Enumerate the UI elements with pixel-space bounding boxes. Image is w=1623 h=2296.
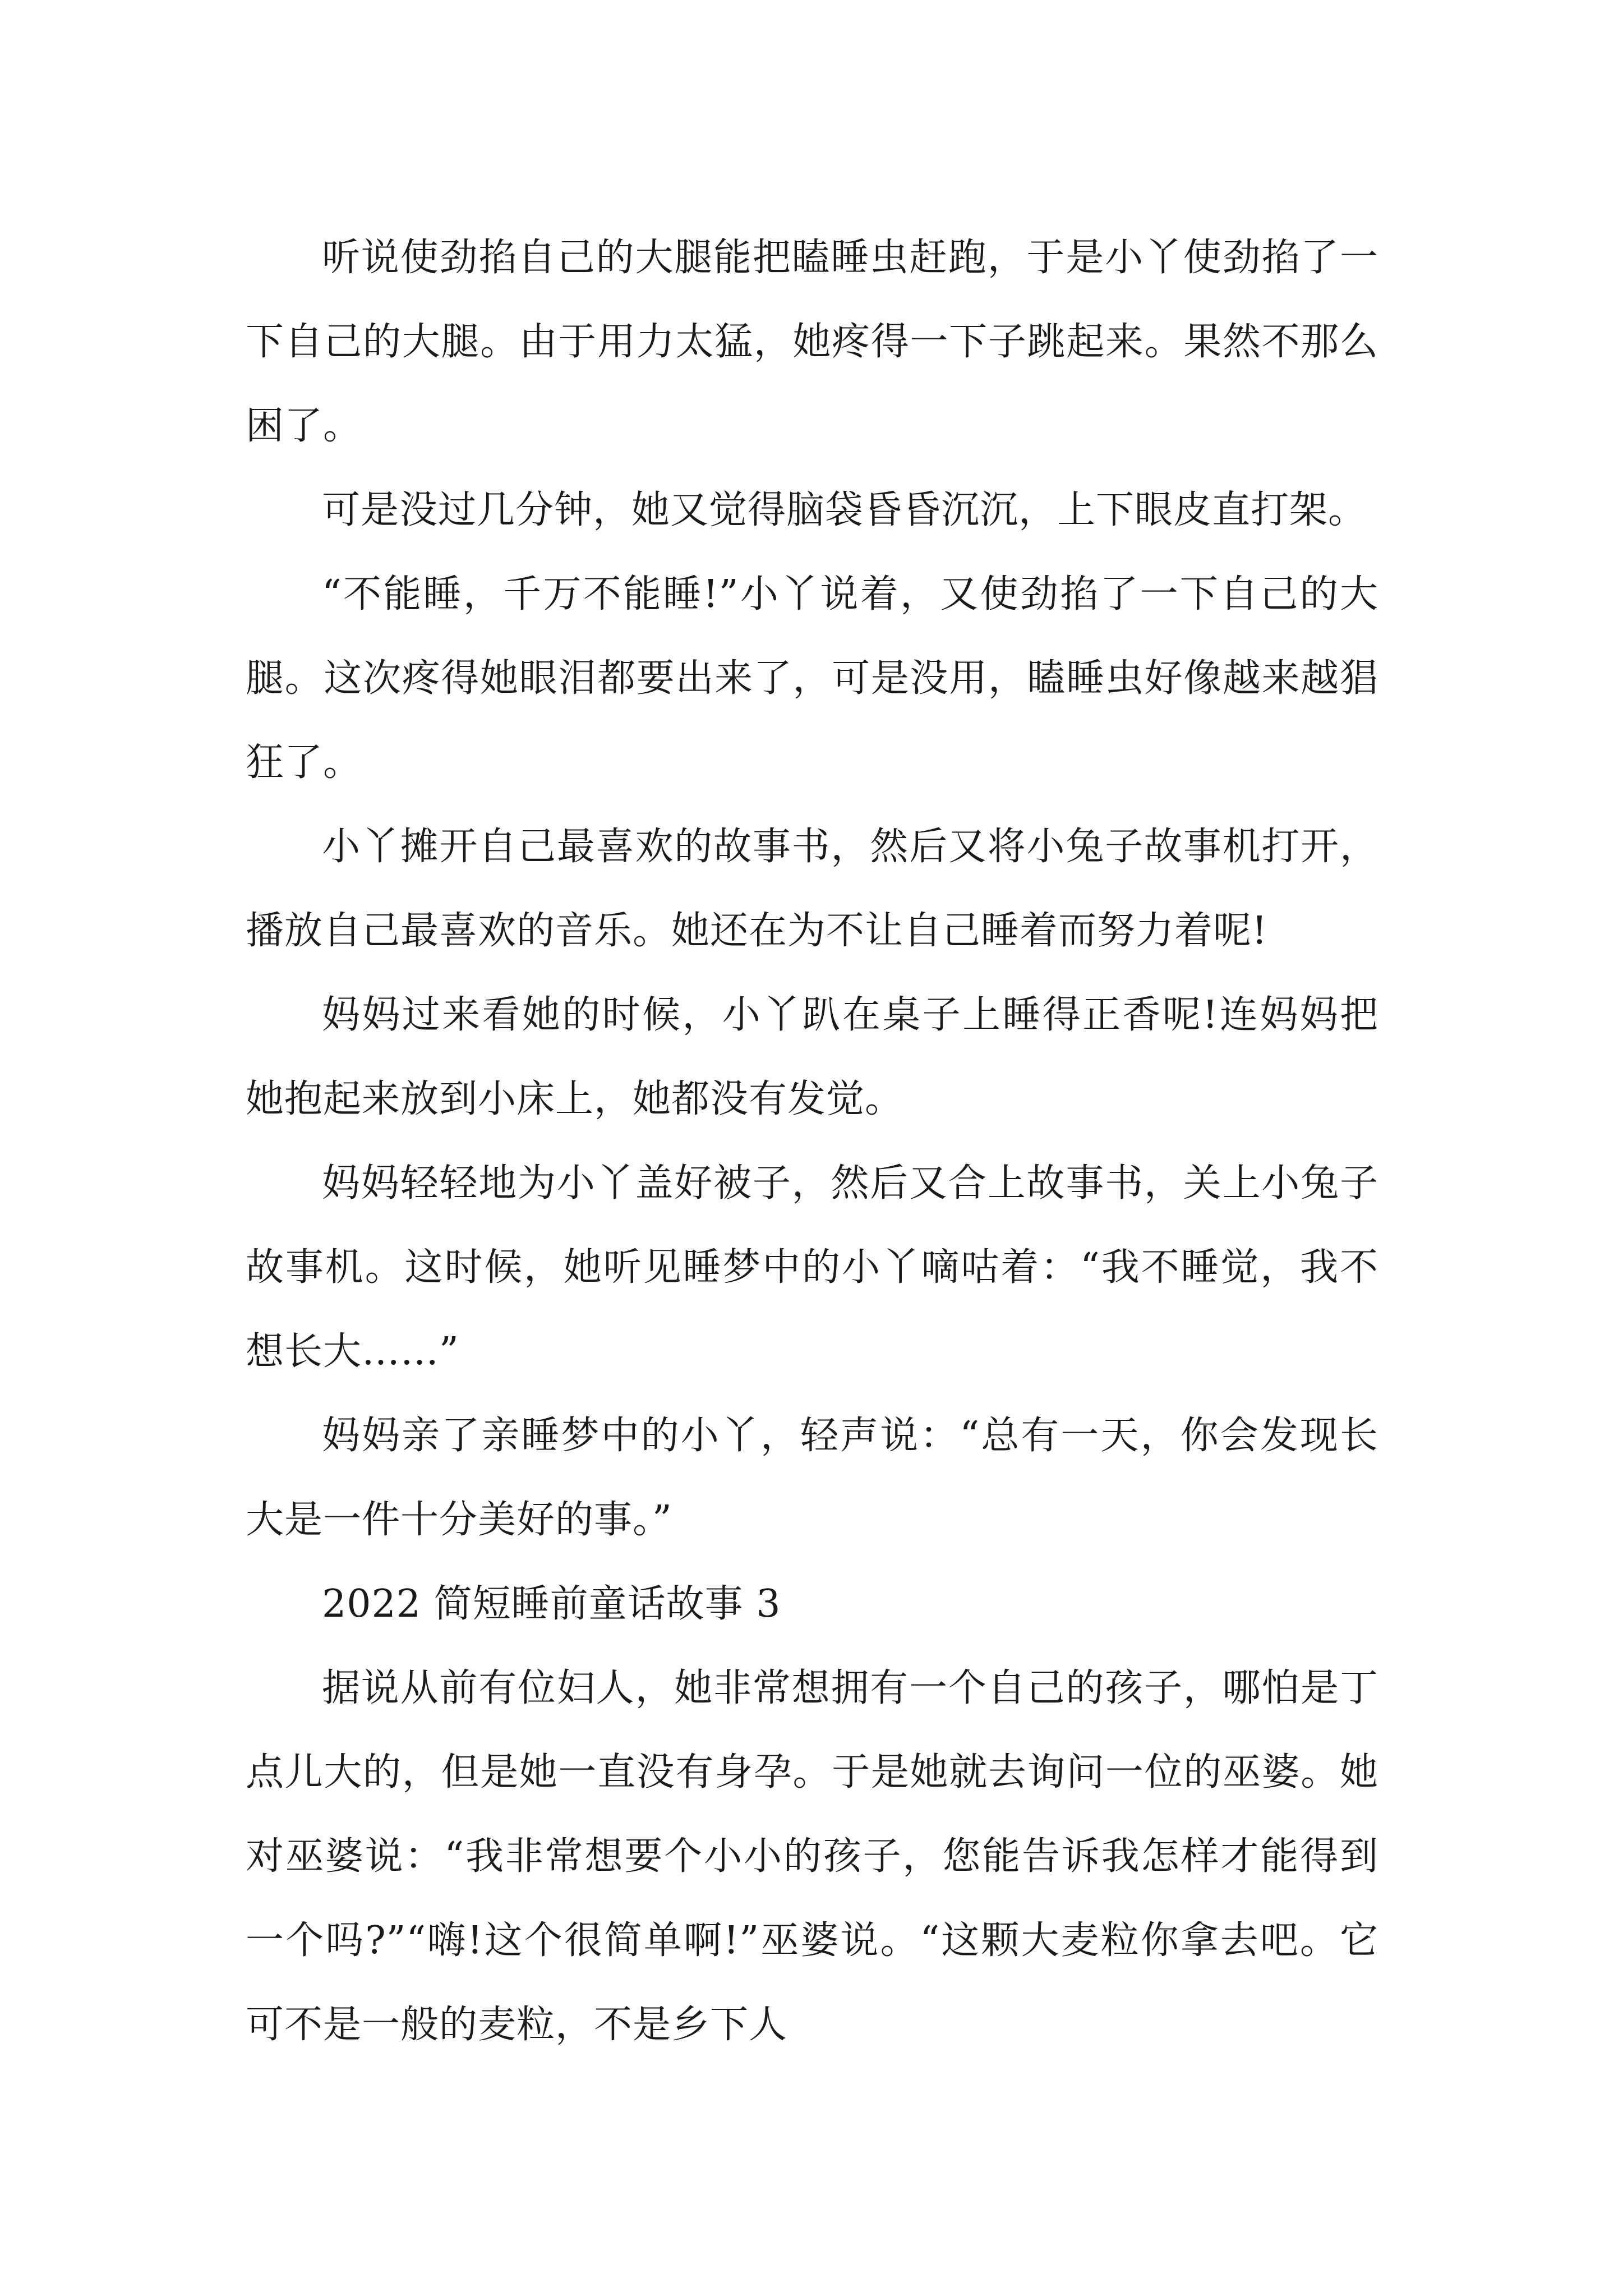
paragraph: “不能睡，千万不能睡!”小丫说着，又使劲掐了一下自己的大腿。这次疼得她眼泪都要出来了，可是没用，瞌睡虫好像越来越猖狂了。: [246, 572, 1378, 785]
document-body: [246, 216, 1378, 2067]
paragraph: 听说使劲掐自己的大腿能把瞌睡虫赶跑，于是小丫使劲掐了一下自己的大腿。由于用力太猛，她疼得一下子跳起来。果然不那么困了。: [246, 236, 1378, 448]
paragraph: 据说从前有位妇人，她非常想拥有一个自己的孩子，哪怕是丁点儿大的，但是她一直没有身孕。于是她就去询问一位的巫婆。她对巫婆说：“我非常想要个小小的孩子，您能告诉我怎样才能得到一个吗?”“嗨!这个很简单啊!”巫婆说。“这颗大麦粒你拿去吧。它可不是一般的麦粒，不是乡下人: [246, 1666, 1378, 2047]
paragraph: 妈妈亲了亲睡梦中的小丫，轻声说：“总有一天，你会发现长大是一件十分美好的事。”: [246, 1414, 1378, 1542]
paragraph: 妈妈轻轻地为小丫盖好被子，然后又合上故事书，关上小兔子故事机。这时候，她听见睡梦中的小丫嘀咕着：“我不睡觉，我不想长大……”: [246, 1161, 1378, 1374]
paragraph: 小丫摊开自己最喜欢的故事书，然后又将小兔子故事机打开，播放自己最喜欢的音乐。她还在为不让自己睡着而努力着呢!: [246, 825, 1378, 953]
section-heading: 2022 简短睡前童话故事 3: [322, 1582, 781, 1626]
paragraph: 妈妈过来看她的时候，小丫趴在桌子上睡得正香呢!连妈妈把她抱起来放到小床上，她都没有发觉。: [246, 993, 1378, 1121]
paragraph: 可是没过几分钟，她又觉得脑袋昏昏沉沉，上下眼皮直打架。: [322, 488, 1367, 532]
